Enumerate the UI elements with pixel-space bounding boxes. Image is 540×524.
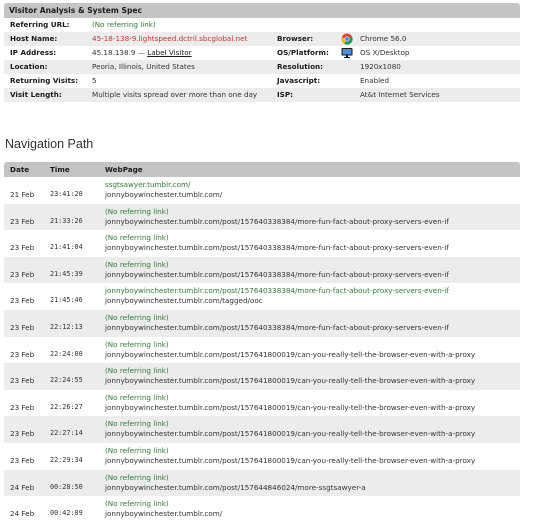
row-referrer-link: (No referring link): [105, 206, 169, 216]
table-row: [4, 283, 520, 310]
javascript-label: Javascript:: [277, 76, 321, 85]
row-date: 23 Feb: [10, 349, 35, 359]
row-date: 23 Feb: [10, 296, 35, 306]
row-referrer-link: (No referring link): [105, 419, 169, 429]
spec-row-location-resolution: [4, 60, 520, 74]
spec-row-returning-javascript: [4, 74, 520, 88]
date-column-header: Date: [10, 165, 30, 174]
table-row: [4, 390, 520, 417]
row-referrer-link: (No referring link): [105, 472, 169, 482]
isp-label: ISP:: [277, 90, 293, 99]
row-date: 24 Feb: [10, 482, 35, 492]
row-webpage-link[interactable]: jonnyboywinchester.tumblr.com/post/157640338384/more-fun-fact-about-proxy-servers-even-if: [105, 322, 449, 332]
row-time: 22:12:13: [50, 322, 83, 331]
referring-url-label: Referring URL:: [10, 20, 70, 29]
row-date: 23 Feb: [10, 322, 35, 332]
table-row: [4, 470, 520, 497]
row-referrer-link: (No referring link): [105, 233, 169, 243]
row-date: 23 Feb: [10, 429, 35, 439]
row-date: 21 Feb: [10, 190, 35, 199]
row-time: 00:42:09: [50, 509, 83, 518]
host-name-label: Host Name:: [10, 34, 58, 43]
spec-row-visit-isp: [4, 88, 520, 102]
location-label: Location:: [10, 62, 48, 71]
spec-row-ip-os: [4, 46, 520, 60]
table-row: [4, 204, 520, 231]
visitor-spec-panel: [4, 3, 520, 102]
table-row: [4, 363, 520, 390]
row-webpage-link[interactable]: jonnyboywinchester.tumblr.com/post/157640338384/more-fun-fact-about-proxy-servers-even-if: [105, 216, 449, 226]
row-referrer-link: (No referring link): [105, 339, 169, 349]
host-name-value: 45-18-138-9.lightspeed.dctril.sbcglobal.net: [92, 34, 248, 43]
row-date: 23 Feb: [10, 455, 35, 465]
row-webpage-link[interactable]: jonnyboywinchester.tumblr.com/: [105, 509, 223, 519]
webpage-column-header: WebPage: [105, 165, 143, 174]
row-referrer-link: (No referring link): [105, 366, 169, 376]
os-platform-value: OS X/Desktop: [360, 48, 410, 57]
row-time: 22:29:34: [50, 455, 83, 464]
row-webpage-link[interactable]: jonnyboywinchester.tumblr.com/post/157640338384/more-fun-fact-about-proxy-servers-even-if: [105, 269, 449, 279]
browser-label: Browser:: [277, 34, 314, 43]
row-time: 21:45:46: [50, 296, 83, 305]
table-row: [4, 310, 520, 337]
os-platform-label: OS/Platform:: [277, 48, 329, 57]
row-referrer-link: (No referring link): [105, 259, 169, 269]
nav-rows: [4, 177, 520, 523]
row-time: 22:26:27: [50, 402, 83, 411]
table-row: [4, 257, 520, 284]
row-time: 21:45:39: [50, 269, 83, 278]
row-date: 23 Feb: [10, 402, 35, 412]
row-time: 00:28:50: [50, 482, 83, 491]
row-date: 23 Feb: [10, 376, 35, 386]
table-row: [4, 230, 520, 257]
visit-length-label: Visit Length:: [10, 90, 62, 99]
row-webpage-link[interactable]: jonnyboywinchester.tumblr.com/post/157644846024/more-ssgtsawyer-a: [105, 482, 366, 492]
row-date: 24 Feb: [10, 509, 35, 519]
isp-value: At&t Internet Services: [360, 90, 440, 99]
table-row: [4, 337, 520, 364]
spec-row-referring-url: [4, 18, 520, 32]
spec-row-host-browser: [4, 32, 520, 46]
row-webpage-link[interactable]: jonnyboywinchester.tumblr.com/post/157641800019/can-you-really-tell-the-browser-even-with-a-proxy: [105, 349, 476, 359]
nav-table-header: [4, 162, 520, 177]
row-webpage-link[interactable]: jonnyboywinchester.tumblr.com/post/157641800019/can-you-really-tell-the-browser-even-with-a-proxy: [105, 429, 476, 439]
ip-address-value: 45.18.138.9: [92, 48, 136, 57]
row-webpage-link[interactable]: jonnyboywinchester.tumblr.com/: [105, 190, 223, 199]
resolution-label: Resolution:: [277, 62, 324, 71]
row-webpage-link[interactable]: jonnyboywinchester.tumblr.com/post/157641800019/can-you-really-tell-the-browser-even-with-a-proxy: [105, 376, 476, 386]
row-webpage-link[interactable]: jonnyboywinchester.tumblr.com/post/157641800019/can-you-really-tell-the-browser-even-with-a-proxy: [105, 455, 476, 465]
row-referrer-link[interactable]: jonnyboywinchester.tumblr.com/post/157640338384/more-fun-fact-about-proxy-servers-even-if: [105, 286, 449, 296]
label-visitor-link[interactable]: Label Visitor: [147, 48, 192, 57]
row-date: 23 Feb: [10, 216, 35, 226]
row-webpage-link[interactable]: jonnyboywinchester.tumblr.com/post/157641800019/can-you-really-tell-the-browser-even-with-a-proxy: [105, 402, 476, 412]
ip-address-label: IP Address:: [10, 48, 57, 57]
table-row: [4, 177, 520, 204]
row-referrer-link: (No referring link): [105, 499, 169, 509]
desktop-monitor-icon: [341, 47, 353, 59]
returning-visits-label: Returning Visits:: [10, 76, 79, 85]
table-row: [4, 443, 520, 470]
row-time: 22:24:00: [50, 349, 83, 358]
row-time: 23:41:20: [50, 190, 83, 198]
row-date: 23 Feb: [10, 269, 35, 279]
browser-value: Chrome 56.0: [360, 34, 407, 43]
ip-address-value-group: [92, 46, 192, 60]
row-referrer-link: (No referring link): [105, 392, 169, 402]
navigation-path-title: Navigation Path: [5, 137, 94, 151]
referring-url-value: (No referring link): [92, 20, 156, 29]
row-time: 21:41:04: [50, 243, 83, 252]
row-referrer-link: (No referring link): [105, 312, 169, 322]
location-value: Peoria, Illinois, United States: [92, 62, 195, 71]
navigation-path-table: [4, 162, 520, 523]
javascript-value: Enabled: [360, 76, 390, 85]
row-webpage-link[interactable]: jonnyboywinchester.tumblr.com/post/157640338384/more-fun-fact-about-proxy-servers-even-if: [105, 243, 449, 253]
time-column-header: Time: [50, 165, 70, 174]
row-referrer-link: (No referring link): [105, 445, 169, 455]
panel-title: Visitor Analysis & System Spec: [4, 3, 520, 18]
visit-length-value: Multiple visits spread over more than one day: [92, 90, 258, 99]
returning-visits-value: 5: [92, 76, 97, 85]
row-time: 22:27:14: [50, 429, 83, 438]
ip-separator: —: [137, 48, 145, 57]
table-row: [4, 416, 520, 443]
row-referrer-link[interactable]: ssgtsawyer.tumblr.com/: [105, 180, 191, 189]
row-time: 22:24:55: [50, 376, 83, 385]
table-row: [4, 496, 520, 523]
resolution-value: 1920x1080: [360, 62, 401, 71]
row-time: 21:33:26: [50, 216, 83, 225]
row-date: 23 Feb: [10, 243, 35, 253]
chrome-icon: [341, 33, 353, 45]
row-webpage-link[interactable]: jonnyboywinchester.tumblr.com/tagged/ooc: [105, 296, 263, 306]
